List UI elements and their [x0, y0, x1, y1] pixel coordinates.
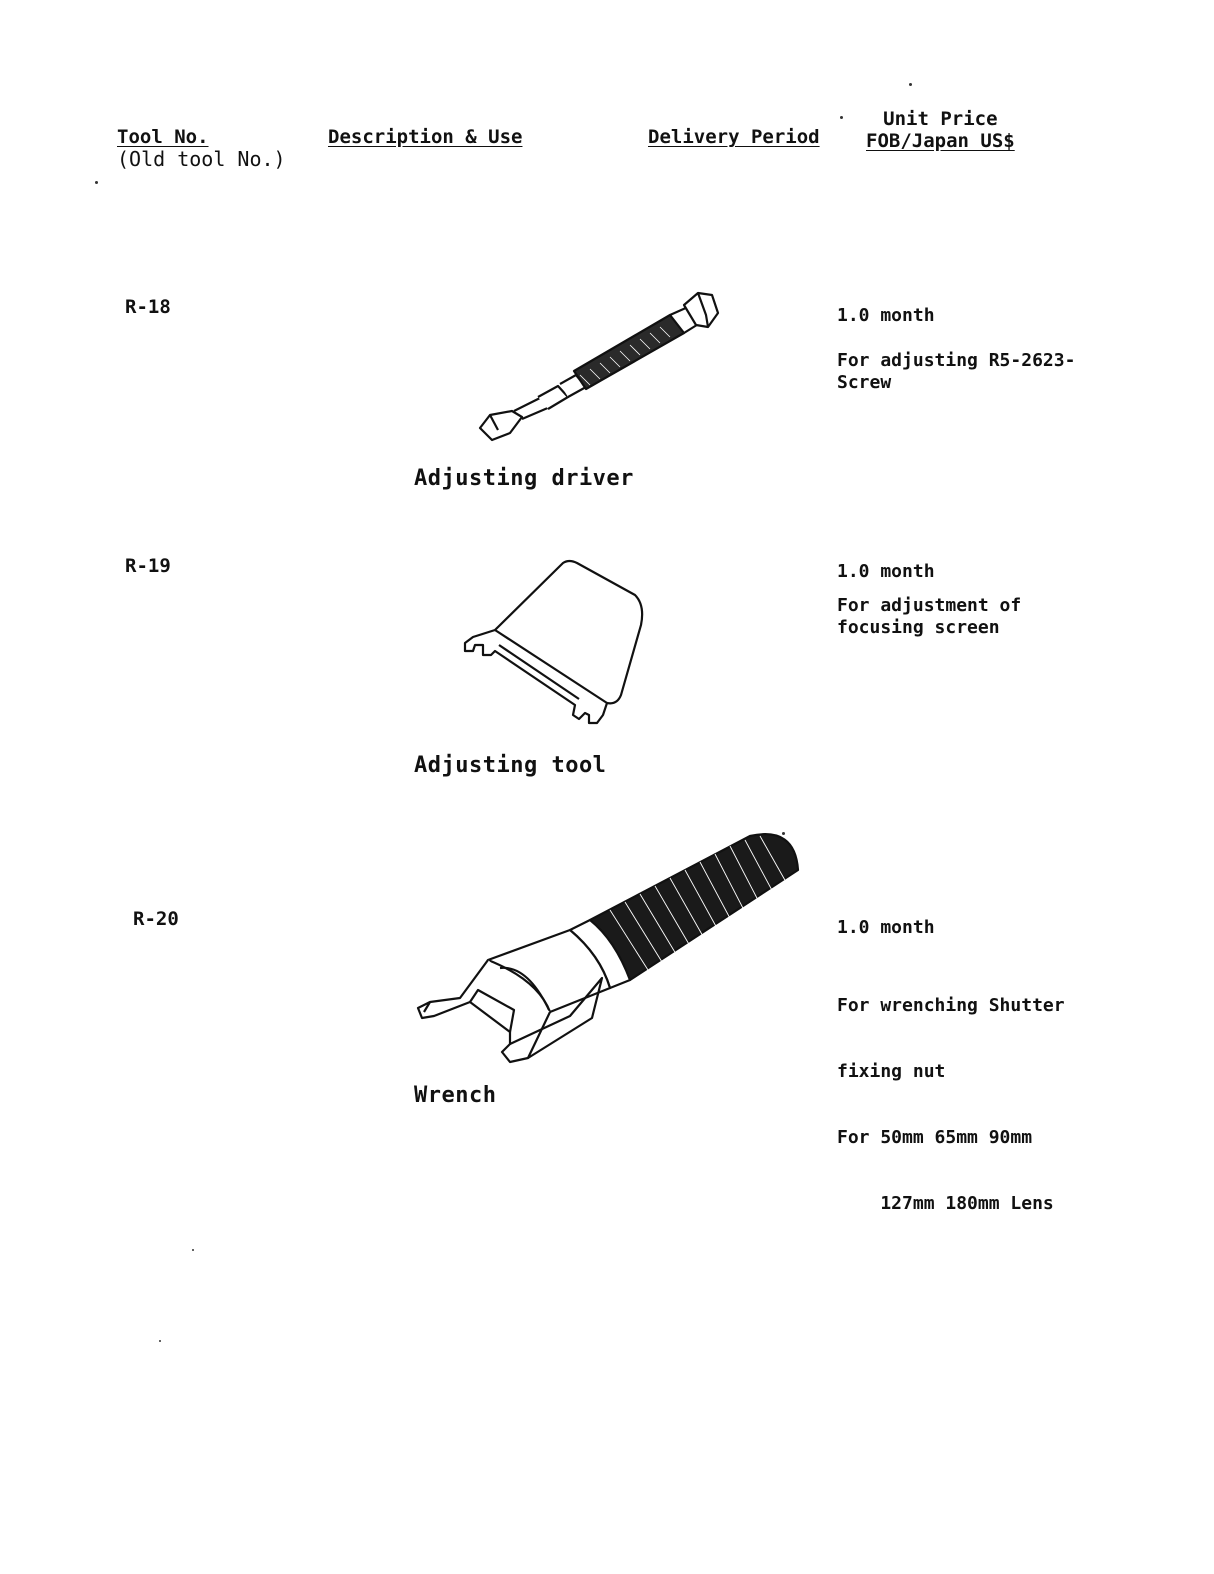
- header-old-tool-no-label: (Old tool No.): [117, 147, 286, 171]
- tool-number: R-20: [133, 908, 179, 930]
- tool-use-line: For wrenching Shutter: [837, 995, 1065, 1016]
- header-tool-no: [117, 126, 286, 170]
- wrench-icon: [410, 830, 805, 1075]
- tool-use-line: For adjusting R5-2623-: [837, 350, 1076, 371]
- header-unit-price: [866, 108, 1015, 152]
- tool-use: [837, 951, 1065, 1237]
- delivery-period: 1.0 month: [837, 561, 935, 582]
- tool-use-line: focusing screen: [837, 617, 1000, 638]
- tool-use: [837, 595, 1021, 639]
- header-unit-price-line2: FOB/Japan US$: [866, 130, 1015, 152]
- tool-number: R-19: [125, 555, 171, 577]
- header-tool-no-label: Tool No.: [117, 126, 209, 148]
- tool-use-line: For 50mm 65mm 90mm: [837, 1127, 1033, 1148]
- header-delivery-period: Delivery Period: [648, 126, 820, 148]
- screwdriver-icon: [470, 285, 730, 450]
- tool-caption: Adjusting tool: [414, 753, 607, 778]
- tool-use-line: fixing nut: [837, 1061, 946, 1082]
- tool-use: [837, 350, 1075, 394]
- tool-caption: Adjusting driver: [414, 466, 634, 491]
- delivery-period: 1.0 month: [837, 305, 935, 326]
- tool-number: R-18: [125, 296, 171, 318]
- delivery-period: 1.0 month: [837, 917, 935, 938]
- header-unit-price-line1: Unit Price: [883, 108, 998, 130]
- tool-caption: Wrench: [414, 1083, 497, 1108]
- tool-use-line: 127mm 180mm Lens: [837, 1193, 1054, 1214]
- tool-use-line: For adjustment of: [837, 595, 1022, 616]
- header-description: Description & Use: [328, 126, 523, 148]
- plate-tool-icon: [455, 555, 655, 730]
- tool-use-line: Screw: [837, 372, 892, 393]
